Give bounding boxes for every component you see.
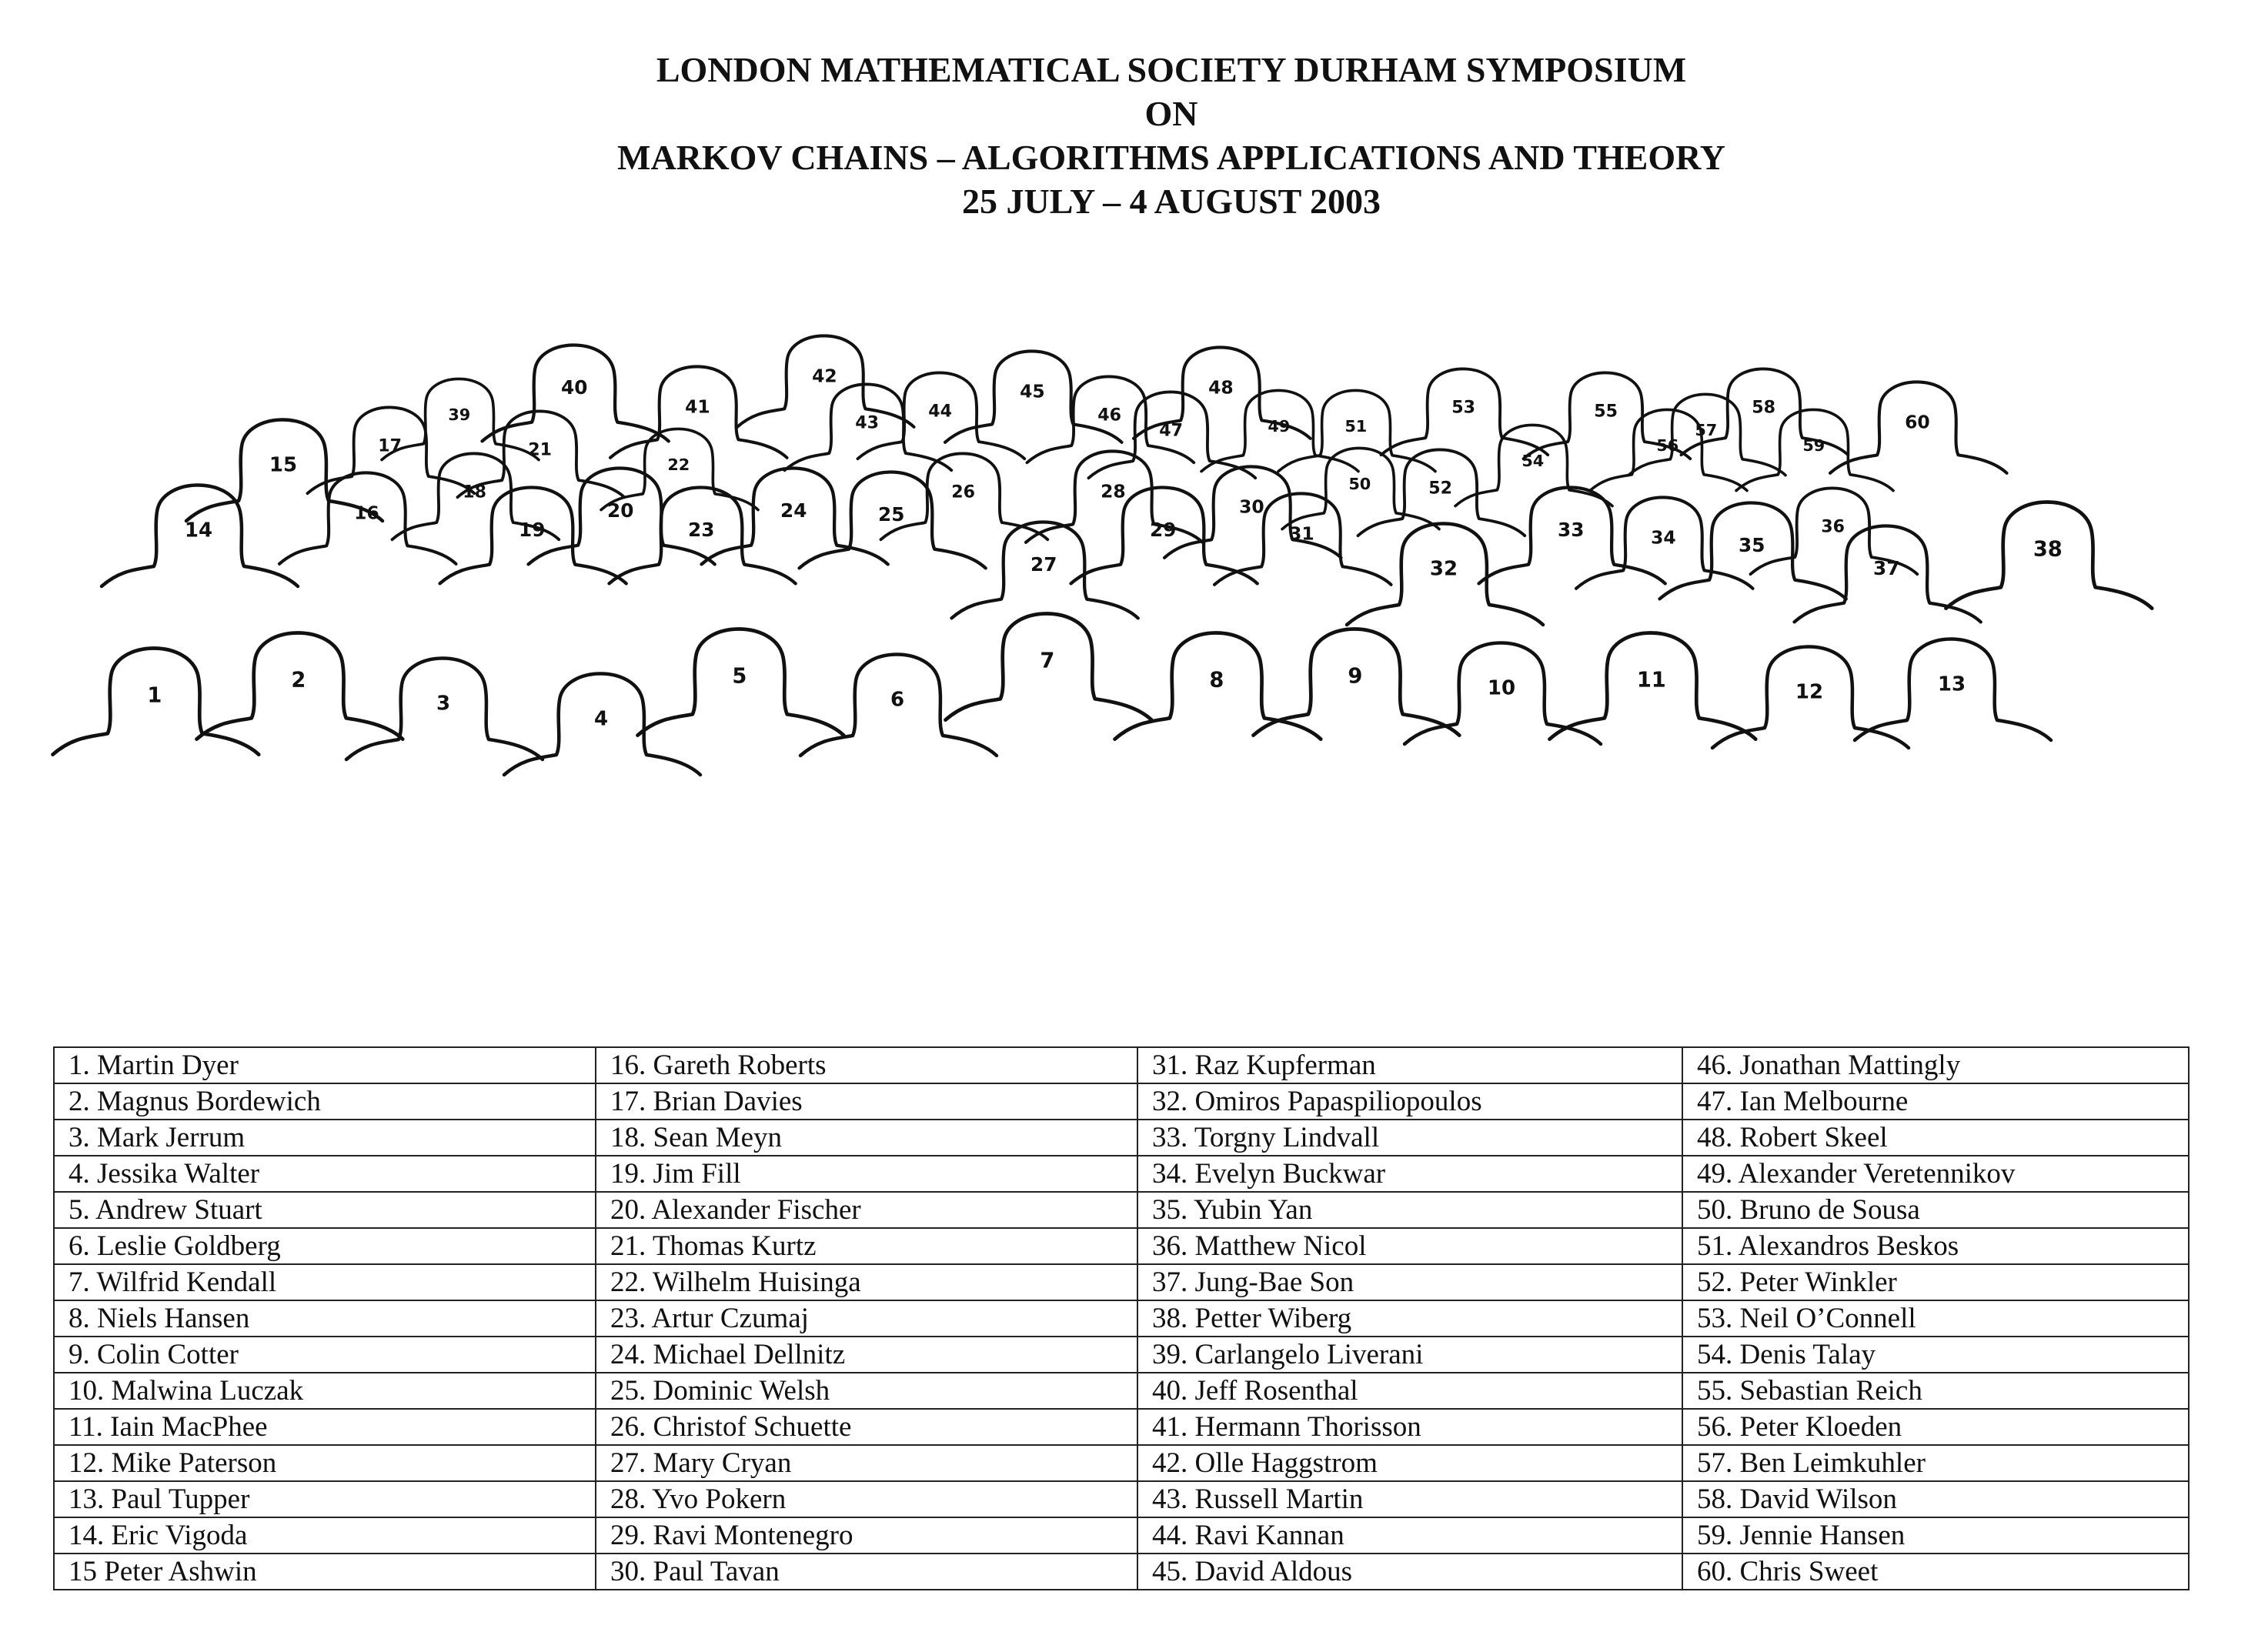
- person-number-label: 35: [1739, 534, 1765, 556]
- group-photo-key-sketch: [0, 315, 2248, 823]
- person-number-label: 48: [1208, 376, 1234, 399]
- legend-entry: 40. Jeff Rosenthal: [1137, 1373, 1682, 1409]
- person-number-label: 50: [1348, 475, 1371, 493]
- person-number-label: 44: [928, 401, 952, 422]
- legend-row: [54, 1228, 2189, 1264]
- person-number-label: 23: [688, 519, 715, 541]
- legend-entry: 59. Jennie Hansen: [1682, 1517, 2189, 1554]
- legend-entry: 31. Raz Kupferman: [1137, 1047, 1682, 1083]
- legend-entry: 20. Alexander Fischer: [596, 1192, 1137, 1228]
- person-number-label: 3: [436, 692, 451, 716]
- person-number-label: 38: [2033, 537, 2063, 562]
- legend-entry: 46. Jonathan Mattingly: [1682, 1047, 2189, 1083]
- person-number-label: 49: [1268, 417, 1291, 436]
- legend-entry: 54. Denis Talay: [1682, 1337, 2189, 1373]
- person-number-label: 60: [1905, 411, 1930, 433]
- legend-row: [54, 1120, 2189, 1156]
- person-outline-38: [1946, 502, 2153, 609]
- person-number-label: 6: [890, 688, 905, 712]
- legend-entry: 26. Christof Schuette: [596, 1409, 1137, 1445]
- legend-row: [54, 1192, 2189, 1228]
- legend-entry: 33. Torgny Lindvall: [1137, 1120, 1682, 1156]
- legend-entry: 14. Eric Vigoda: [54, 1517, 596, 1554]
- person-outline-59: [1736, 409, 1893, 490]
- legend-row: [54, 1517, 2189, 1554]
- legend-entry: 7. Wilfrid Kendall: [54, 1264, 596, 1300]
- person-number-label: 5: [732, 664, 747, 689]
- person-number-label: 40: [561, 376, 588, 399]
- legend-entry: 13. Paul Tupper: [54, 1481, 596, 1517]
- legend-row: [54, 1264, 2189, 1300]
- person-outline-54: [1455, 425, 1612, 506]
- person-number-label: 39: [448, 405, 471, 424]
- person-outline-2: [197, 633, 403, 739]
- legend-entry: 52. Peter Winkler: [1682, 1264, 2189, 1300]
- legend-row: [54, 1481, 2189, 1517]
- legend-entry: 30. Paul Tavan: [596, 1554, 1137, 1590]
- legend-entry: 2. Magnus Bordewich: [54, 1083, 596, 1120]
- legend-entry: 4. Jessika Walter: [54, 1156, 596, 1192]
- person-outline-35: [1660, 502, 1846, 599]
- legend-entry: 23. Artur Czumaj: [596, 1300, 1137, 1337]
- person-number-label: 53: [1451, 397, 1475, 418]
- person-number-label: 41: [685, 395, 710, 418]
- person-number-label: 28: [1101, 480, 1126, 502]
- legend-row: [54, 1300, 2189, 1337]
- person-number-label: 46: [1097, 405, 1121, 426]
- legend-row: [54, 1337, 2189, 1373]
- legend-entry: 57. Ben Leimkuhler: [1682, 1445, 2189, 1481]
- legend-entry: 38. Petter Wiberg: [1137, 1300, 1682, 1337]
- legend-entry: 22. Wilhelm Huisinga: [596, 1264, 1137, 1300]
- person-number-label: 47: [1159, 420, 1183, 441]
- legend-entry: 48. Robert Skeel: [1682, 1120, 2189, 1156]
- person-outline-4: [504, 673, 700, 775]
- person-number-label: 26: [951, 482, 975, 502]
- legend-row: [54, 1445, 2189, 1481]
- person-number-label: 55: [1594, 401, 1618, 422]
- person-outline-8: [1115, 633, 1321, 739]
- person-outline-13: [1855, 639, 2051, 740]
- person-outline-37: [1795, 526, 1981, 622]
- legend-entry: 17. Brian Davies: [596, 1083, 1137, 1120]
- person-number-label: 12: [1795, 680, 1824, 704]
- person-number-label: 59: [1802, 436, 1825, 455]
- person-number-label: 14: [184, 519, 213, 542]
- legend-entry: 41. Hermann Thorisson: [1137, 1409, 1682, 1445]
- legend-entry: 55. Sebastian Reich: [1682, 1373, 2189, 1409]
- legend-row: [54, 1047, 2189, 1083]
- legend-row: [54, 1554, 2189, 1590]
- person-number-label: 21: [528, 439, 552, 460]
- person-outline-10: [1405, 642, 1601, 744]
- person-number-label: 34: [1651, 526, 1676, 549]
- person-number-label: 9: [1348, 664, 1363, 689]
- person-outline-7: [946, 614, 1152, 720]
- person-number-label: 43: [855, 412, 879, 433]
- person-number-label: 18: [463, 482, 486, 502]
- legend-entry: 44. Ravi Kannan: [1137, 1517, 1682, 1554]
- legend-entry: 35. Yubin Yan: [1137, 1192, 1682, 1228]
- legend-entry: 16. Gareth Roberts: [596, 1047, 1137, 1083]
- person-outline-56: [1590, 409, 1747, 490]
- person-outline-5: [638, 629, 844, 736]
- person-outline-30: [1164, 466, 1341, 557]
- legend-entry: 60. Chris Sweet: [1682, 1554, 2189, 1590]
- person-number-label: 13: [1937, 672, 1966, 696]
- legend-entry: 29. Ravi Montenegro: [596, 1517, 1137, 1554]
- legend-entry: 53. Neil O’Connell: [1682, 1300, 2189, 1337]
- person-number-label: 42: [812, 365, 837, 387]
- title-line-4: 25 JULY – 4 AUGUST 2003: [961, 182, 1381, 221]
- legend-entry: 25. Dominic Welsh: [596, 1373, 1137, 1409]
- person-number-label: 4: [593, 707, 609, 731]
- legend-entry: 36. Matthew Nicol: [1137, 1228, 1682, 1264]
- legend-entry: 28. Yvo Pokern: [596, 1481, 1137, 1517]
- person-number-label: 30: [1239, 496, 1264, 518]
- person-number-label: 7: [1040, 649, 1055, 673]
- person-outline-1: [53, 649, 259, 755]
- person-number-label: 19: [519, 519, 546, 541]
- legend-entry: 9. Colin Cotter: [54, 1337, 596, 1373]
- person-outline-46: [1027, 376, 1194, 462]
- person-number-label: 11: [1636, 668, 1666, 693]
- person-outline-9: [1254, 629, 1460, 736]
- legend-entry: 34. Evelyn Buckwar: [1137, 1156, 1682, 1192]
- legend-entry: 15 Peter Ashwin: [54, 1554, 596, 1590]
- legend-entry: 3. Mark Jerrum: [54, 1120, 596, 1156]
- legend-entry: 19. Jim Fill: [596, 1156, 1137, 1192]
- person-number-label: 56: [1656, 436, 1679, 455]
- person-number-label: 17: [378, 436, 402, 456]
- person-number-label: 45: [1020, 380, 1045, 402]
- participant-legend-table: [53, 1046, 2190, 1590]
- person-number-label: 29: [1150, 519, 1177, 541]
- person-number-label: 36: [1821, 516, 1845, 537]
- person-outline-33: [1479, 487, 1665, 583]
- legend-entry: 37. Jung-Bae Son: [1137, 1264, 1682, 1300]
- person-outline-14: [102, 485, 298, 586]
- legend-entry: 49. Alexander Veretennikov: [1682, 1156, 2189, 1192]
- document-title: [0, 48, 2248, 223]
- person-outline-23: [610, 487, 796, 583]
- person-outline-20: [529, 468, 715, 564]
- person-number-label: 52: [1428, 478, 1452, 499]
- person-number-label: 24: [780, 499, 807, 522]
- person-number-label: 32: [1429, 557, 1458, 581]
- person-number-label: 54: [1521, 452, 1545, 470]
- person-outline-49: [1201, 390, 1358, 471]
- legend-entry: 42. Olle Haggstrom: [1137, 1445, 1682, 1481]
- legend-entry: 47. Ian Melbourne: [1682, 1083, 2189, 1120]
- legend-entry: 39. Carlangelo Liverani: [1137, 1337, 1682, 1373]
- legend-entry: 5. Andrew Stuart: [54, 1192, 596, 1228]
- person-number-label: 20: [607, 499, 634, 522]
- legend-row: [54, 1156, 2189, 1192]
- legend-entry: 1. Martin Dyer: [54, 1047, 596, 1083]
- person-outline-43: [785, 384, 952, 470]
- legend-entry: 45. David Aldous: [1137, 1554, 1682, 1590]
- person-number-label: 57: [1695, 421, 1718, 439]
- person-outline-34: [1576, 497, 1753, 588]
- title-line-3: MARKOV CHAINS – ALGORITHMS APPLICATIONS AND THEORY: [617, 138, 1725, 177]
- legend-entry: 50. Bruno de Sousa: [1682, 1192, 2189, 1228]
- legend-entry: 8. Niels Hansen: [54, 1300, 596, 1337]
- title-line-1: LONDON MATHEMATICAL SOCIETY DURHAM SYMPOSIUM: [656, 50, 1687, 89]
- legend-entry: 32. Omiros Papaspiliopoulos: [1137, 1083, 1682, 1120]
- legend-entry: 56. Peter Kloeden: [1682, 1409, 2189, 1445]
- legend-entry: 58. David Wilson: [1682, 1481, 2189, 1517]
- person-number-label: 27: [1030, 553, 1057, 576]
- person-outline-40: [483, 345, 669, 441]
- person-outline-12: [1712, 646, 1909, 748]
- legend-entry: 24. Michael Dellnitz: [596, 1337, 1137, 1373]
- legend-entry: 27. Mary Cryan: [596, 1445, 1137, 1481]
- person-number-label: 8: [1209, 668, 1224, 693]
- person-number-label: 37: [1873, 557, 1900, 579]
- legend-entry: 51. Alexandros Beskos: [1682, 1228, 2189, 1264]
- person-number-label: 1: [147, 683, 162, 708]
- legend-entry: 6. Leslie Goldberg: [54, 1228, 596, 1264]
- person-number-label: 10: [1487, 676, 1516, 700]
- person-number-label: 15: [269, 453, 298, 477]
- legend-entry: 10. Malwina Luczak: [54, 1373, 596, 1409]
- person-outline-29: [1071, 487, 1258, 583]
- person-number-label: 33: [1558, 519, 1585, 541]
- person-number-label: 25: [878, 503, 905, 526]
- legend-entry: 21. Thomas Kurtz: [596, 1228, 1137, 1264]
- legend-entry: 11. Iain MacPhee: [54, 1409, 596, 1445]
- legend-entry: 18. Sean Meyn: [596, 1120, 1137, 1156]
- person-number-label: 22: [667, 456, 690, 474]
- person-outline-11: [1550, 633, 1756, 739]
- legend-entry: 12. Mike Paterson: [54, 1445, 596, 1481]
- person-number-label: 2: [291, 668, 306, 693]
- person-number-label: 16: [354, 502, 379, 524]
- legend-row: [54, 1083, 2189, 1120]
- person-number-label: 51: [1344, 417, 1368, 436]
- person-outline-3: [346, 658, 543, 759]
- person-outline-53: [1381, 369, 1548, 455]
- legend-row: [54, 1373, 2189, 1409]
- person-outline-42: [737, 335, 914, 426]
- title-line-2: ON: [1144, 94, 1198, 133]
- person-outline-60: [1830, 382, 2007, 472]
- person-number-label: 31: [1289, 522, 1314, 545]
- person-outline-16: [279, 472, 456, 563]
- legend-entry: 43. Russell Martin: [1137, 1481, 1682, 1517]
- legend-row: [54, 1409, 2189, 1445]
- person-number-label: 58: [1752, 397, 1775, 418]
- person-outline-45: [945, 351, 1122, 442]
